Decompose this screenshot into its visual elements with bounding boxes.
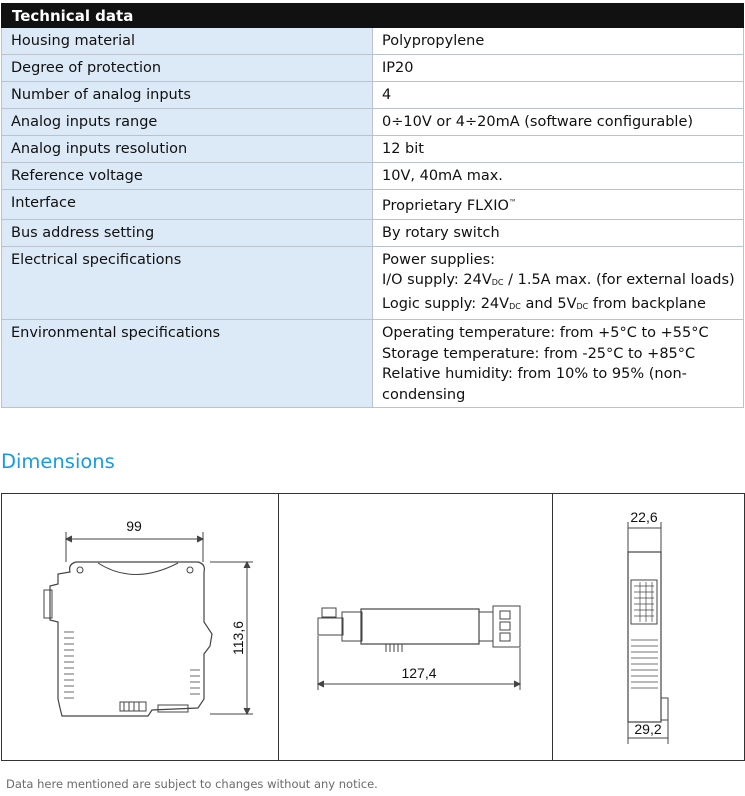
spec-value: By rotary switch — [373, 219, 744, 246]
interface-value: Proprietary FLXIO — [382, 198, 509, 214]
side-view-drawing — [2, 494, 278, 760]
storage-temperature-line: Storage temperature: from -25°C to +85°C — [382, 345, 696, 362]
front-bottom-width-label: 29,2 — [634, 721, 662, 737]
table-row — [2, 55, 744, 82]
power-supplies-line: Power supplies: — [382, 251, 496, 268]
footer-note: Data here mentioned are subject to changes without any notice. — [6, 777, 378, 791]
side-height-label: 113,6 — [230, 621, 246, 655]
technical-data-table — [1, 3, 744, 408]
humidity-line: Relative humidity: from 10% to 95% (non-condensing — [382, 366, 687, 403]
spec-label: Analog inputs resolution — [2, 136, 373, 163]
spec-value — [373, 246, 744, 320]
logic-supply-line: Logic supply: $24V_{DC}$ and $5V_{DC}$ from backplane — [382, 295, 706, 312]
spec-value: 12 bit — [373, 136, 744, 163]
spec-label: Analog inputs range — [2, 109, 373, 136]
spec-label: Number of analog inputs — [2, 82, 373, 109]
table-title: Technical data — [2, 4, 744, 28]
spec-label: Bus address setting — [2, 219, 373, 246]
table-row — [2, 163, 744, 190]
spec-value — [373, 320, 744, 408]
table-row — [2, 82, 744, 109]
top-view-drawing — [278, 494, 552, 760]
spec-value: 0÷10V or 4÷20mA (software configurable) — [373, 109, 744, 136]
spec-label: Housing material — [2, 28, 373, 55]
spec-label: Environmental specifications — [2, 320, 373, 408]
spec-value: 10V, 40mA max. — [373, 163, 744, 190]
table-row — [2, 320, 744, 408]
table-row — [2, 219, 744, 246]
io-supply-line: I/O supply: $24V_{DC} / 1.5A$ max. (for external loads) — [382, 272, 735, 288]
spec-value: IP20 — [373, 55, 744, 82]
spec-label: Reference voltage — [2, 163, 373, 190]
front-top-width-label: 22,6 — [630, 509, 658, 525]
operating-temperature-line: Operating temperature: from +5°C to +55°C — [382, 325, 709, 341]
table-row — [2, 190, 744, 220]
dimensions-frame — [1, 493, 745, 761]
table-row — [2, 28, 744, 55]
spec-label: Degree of protection — [2, 55, 373, 82]
trademark-symbol: ™ — [508, 198, 517, 207]
front-view-drawing — [552, 494, 744, 760]
table-row — [2, 109, 744, 136]
table-header-row — [2, 4, 744, 28]
spec-label: Electrical specifications — [2, 246, 373, 320]
spec-value: Polypropylene — [373, 28, 744, 55]
dimensions-heading: Dimensions — [1, 450, 115, 473]
table-row — [2, 136, 744, 163]
table-row — [2, 246, 744, 320]
spec-label: Interface — [2, 190, 373, 220]
spec-value: 4 — [373, 82, 744, 109]
spec-value — [373, 190, 744, 220]
top-length-label: 127,4 — [401, 665, 437, 681]
side-width-label: 99 — [126, 518, 142, 534]
